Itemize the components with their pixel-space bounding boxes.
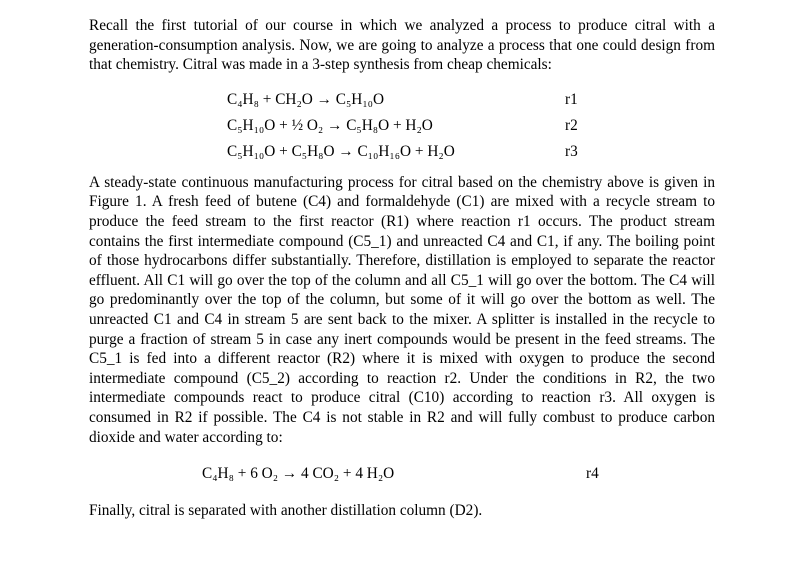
- final-paragraph: Finally, citral is separated with another distillation column (D2).: [89, 502, 483, 520]
- reaction-r4-formula: C₄H₈ + 6 O₂ → 4 CO₂ + 4 H₂O: [202, 465, 395, 483]
- reaction-r2-tag: r2: [565, 116, 578, 134]
- reaction-r4: [89, 461, 715, 487]
- reaction-r2: [89, 113, 715, 139]
- reaction-r2-formula: C₅H₁₀O + ½ O₂ → C₅H₈O + H₂O: [227, 116, 433, 134]
- reaction-r1: [89, 87, 715, 113]
- reaction-r1-formula: C₄H₈ + CH₂O → C₅H₁₀O: [227, 90, 385, 108]
- reaction-r3-formula: C₅H₁₀O + C₅H₈O → C₁₀H₁₆O + H₂O: [227, 142, 455, 160]
- reaction-r3-tag: r3: [565, 142, 578, 160]
- process-description-paragraph: A steady-state continuous manufacturing process for citral based on the chemistry above is given in Figure 1. A fresh feed of butene (C4) and formaldehyde (C1) are mixed with a recycle stream to produce the feed stream to the first reactor (R1) where reaction r1 occurs. The product stream contains the first intermediate compound (C5_1) and unreacted C4 and C1, if any. The boiling point of those hydrocarbons differ substantially. Therefore, distillation is employed to separate the reactor effluent. All C1 will go over the top of the column and all C5_1 will go over the bottom. The C4 will go predominantly over the top of the column, but some of it will go over the bottom as well. The unreacted C1 and C4 in stream 5 are sent back to the mixer. A splitter is installed in the recycle to purge a fraction of stream 5 in case any inert compounds would be present in the feed streams. The C5_1 is fed into a different reactor (R2) where it is mixed with oxygen to produce the second intermediate compound (C5_2) according to reaction r2. Under the conditions in R2, the two intermediate compounds react to produce citral (C10) according to reaction r3. All oxygen is consumed in R2 if possible. The C4 is not stable in R2 and will fully combust to produce carbon dioxide and water according to:: [89, 173, 715, 446]
- reaction-r4-tag: r4: [586, 465, 599, 483]
- intro-paragraph: Recall the first tutorial of our course in which we analyzed a process to produce citral with a generation-consumption analysis. Now, we are going to analyze a process that one could design from that chemistry. Citral was made in a 3-step synthesis from cheap chemicals:: [89, 17, 715, 74]
- reaction-r1-tag: r1: [565, 90, 578, 108]
- document-page: [89, 16, 715, 521]
- reaction-r3: [89, 139, 715, 165]
